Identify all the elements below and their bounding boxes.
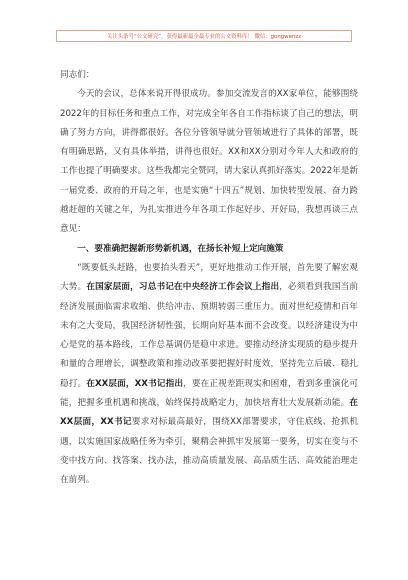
emphasis-national: 在国家层面，习总书记在中央经济工作会议上指出 [86, 282, 280, 293]
paragraph-text: ，必须看到我国当前经济发展面临需求收缩、供给冲击、预期转弱三重压力。面对世纪疫情和百年未有之大变局，我国经济韧性强，长期向好基本面不会改变。以经济建设为中心是党的基本路线，工作总基调仍是稳中求进。要推动经济实现质的稳步提升和量的合理增长，调整政策和推动改革要把握好时度效，坚持先立后破、稳扎稳打。 [60, 282, 358, 389]
salutation: 同志们： [60, 70, 95, 80]
paragraph-text: “既要低头赶路，也要抬头看天”，更好地推动工作开展，首先要了解宏观大势。 [60, 262, 358, 293]
document-body [60, 66, 358, 491]
emphasis-provincial: 在XX层面，XX书记指出 [86, 378, 184, 389]
paragraph-text: ，要在正视差距现实和困难，看到多重演化可能，把握多重机遇和挑战，始终保持战略定力，加快培育壮大发展新动能。 [60, 378, 358, 409]
paragraph-situation [60, 259, 358, 491]
paragraph-text: 要求对标最高最好，围绕XX部署要求，守住底线、抢抓机遇，以实施国家战略任务为牵引，聚精会神抓牢发展第一要务，切实在变与不变中找方向、找答案、找办法，推动高质量发展、高品质生活、高效能治理走在前列。 [60, 417, 358, 486]
paragraph-intro: 今天的会议，总体来说开得很成功。参加交流发言的XX家单位，能够围绕2022年的目标任务和重点工作，对完成全年各自工作指标谈了自己的想法，明确了努力方向，讲得都很好。各位分管领导就分管领域进行了具体的部署，既有明确思路，又有具体举措，讲得也很好。XX和XX分别对今年人大和政府的工作也提了明确要求。这些我都完全赞同，请大家认真抓好落实。2022年是新一届党委、政府的开局之年，也是实施“十四五”规划、加快转型发展、奋力跨越赶超的关键之年，为扎实推进今年各项工作起好步、开好局，我想再谈三点意见： [60, 89, 358, 235]
emphasis-local: 在XX层面，XX书记 [60, 398, 358, 428]
promo-banner: 关注头条号“公文研究”，获得最新最全最专业的公文资料库！ 微信：gongwenzz [56, 30, 352, 42]
section-heading-1: 一、要准确把握新形势新机遇，在扬长补短上定向施策 [77, 243, 284, 254]
